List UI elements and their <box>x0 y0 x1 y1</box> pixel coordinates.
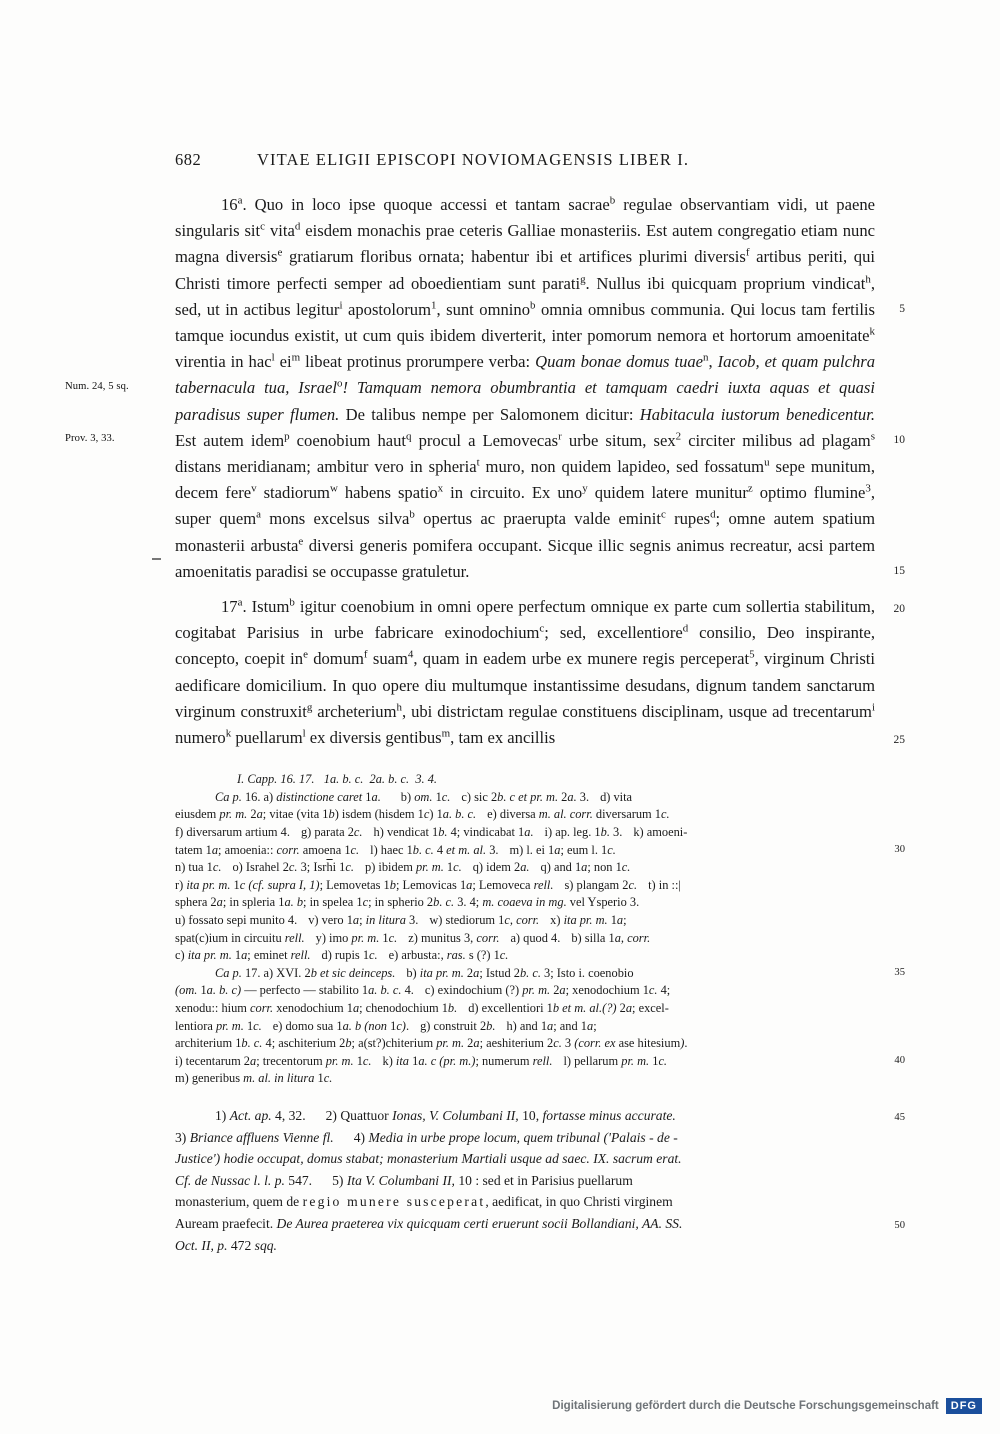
text-line: f) diversarum artium 4. g) parata 2c. h) vendicat 1b. 4; vindicabat 1a. i) ap. leg. 1b. 3. k) amoeni- <box>175 825 688 840</box>
critical-apparatus <box>175 771 905 1088</box>
text-line: lentiora pr. m. 1c. e) domo sua 1a. b (non 1c). g) construit 2b. h) and 1a; and 1a; <box>175 1018 597 1033</box>
text-line: Justice') hodie occupat, domus stabat; monasterium Martiali usque ad saec. IX. sacrum erat. <box>175 1151 682 1167</box>
footnote-lines <box>175 1105 875 1256</box>
scan-footer-banner <box>0 1398 1000 1416</box>
chapter-16-text: 16$^a$. Quo in loco ipse quoque accessi et tantam sacrae$^b$ regulae observantiam vidi, ut paene singularis sit$^c$ vita$^d$ eisdem monachis prae ceteris Galliae monasteriis. Est autem congregatio etiam nunc magna diversis$^e$ gratiarum floribus ornata; habentur ibi et artifices plurimi diversis$^f$ artibus periti, qui Christi timore perfecti semper ad oboedientiam sunt parati$^g$. Nullus ibi quicquam proprium vindicat$^h$, sed, ut in actibus legitur$^i$ apostolorum$^1$, sunt omnino$^b$ omnia omnibus communia. Qui locus tam fertilis tamque iocundus existit, ut cum quis ibidem diverterit, inter pomorum nemora et hortorum amoenitate$^k$ virentia in hac$^l$ $ei^m$ libeat protinus prorumpere verba: Quam bonae domus tuae$^n$, Iacob, et quam pulchra tabernacula tua, Israel$^o$! Tamquam nemora obumbrantia et tamquam caedri iuxta aquas et quasi paradisus super flumen. De talibus nempe per Salomonem dicitur: Habitacula iustorum benedicentur. Est autem idem$^p$ coenobium haut$^q$ procul a Lemovecas$^r$ urbe situm, sex$^2$ circiter milibus ad plagam$^s$ distans meridianam; ambitur vero in spheria$^t$ muro, non quidem lapideo, sed fossatum$^u$ sepe munitum, decem fere$^v$ stadiorum$^w$ habens spatio$^x$ in circuito. Ex uno$^y$ quidem latere munitur$^z$ optimo flumine$^3$, super quem$^a$ mons excelsus silva$^b$ opertus ac praerupta valde eminit$^c$ rupes$^d$; omne autem spatium monasterii arbusta$^e$ diversi generis pomifera occupant. Sicque illic segnis animus recreatur, acsi partem amoenitatis paradisi se occupasse gratuletur. <box>175 194 876 581</box>
line-number-30: 30 <box>894 844 905 856</box>
text-line: 1) Act. ap. 4, 32. 2) Quattuor Ionas, V. Columbani II, 10, fortasse minus accurate. <box>215 1107 676 1123</box>
text-line: (om. 1a. b. c) — perfecto — stabilito 1a. b. c. 4. c) exindochium (?) pr. m. 2a; xenodochium 1c. 4; <box>175 983 671 998</box>
line-number-45: 45 <box>894 1111 905 1123</box>
text-line: sphera 2a; in spleria 1a. b; in spelea 1c; in spherio 2b. c. 3. 4; m. coaeva in mg. vel Ysperio 3. <box>175 895 640 910</box>
text-line: tatem 1a; amoenia:: corr. amoena 1c. l) haec 1b. c. 4 et m. al. 3. m) l. ei 1a; eum l. 1c. <box>175 842 616 857</box>
text-line: u) fossato sepi munito 4. v) vero 1a; in litura 3. w) stediorum 1c, corr. x) ita pr. m. 1a; <box>175 913 627 928</box>
text-line: m) generibus m. al. in litura 1c. <box>175 1071 333 1086</box>
text-line: monasterium, quem de regio munere susceperat, aedificat, in quo Christi virginem <box>175 1194 673 1210</box>
text-line: Ca p. 17. a) XVI. 2b et sic deinceps. b) ita pr. m. 2a; Istud 2b. c. 3; Isto i. coenobio <box>215 965 634 980</box>
text-line: r) ita pr. m. 1c (cf. supra I, 1); Lemovetas 1b; Lemovicas 1a; Lemoveca rell. s) plangam 2c. t) in ::| <box>175 877 681 892</box>
dfg-logo: DFG <box>946 1398 982 1414</box>
text-line: eiusdem pr. m. 2a; vitae (vita 1b) isdem (hisdem 1c) 1a. b. c. e) diversa m. al. corr. diversarum 1c. <box>175 807 670 822</box>
text-line: Auream praefecit. De Aurea praeterea vix quicquam certi eruerunt socii Bollandiani, AA. SS. <box>175 1215 683 1231</box>
running-head <box>175 150 875 170</box>
text-line: Ca p. 16. a) distinctione caret 1a. b) om. 1c. c) sic 2b. c et pr. m. 2a. 3. d) vita <box>215 789 633 804</box>
line-number-10: 10 <box>893 434 905 446</box>
text-line: xenodu:: hium corr. xenodochium 1a; chenodochium 1b. d) excellentiori 1b et m. al.(?) 2a; excel- <box>175 1000 669 1015</box>
page-number: 682 <box>175 150 202 169</box>
margin-ref-num: Num. 24, 5 sq. <box>65 381 129 392</box>
text-line: c) ita pr. m. 1a; eminet rell. d) rupis 1c. e) arbusta:, ras. s (?) 1c. <box>175 948 509 963</box>
text-line: n) tua 1c. o) Israhel 2c. 3; $Isr\overline{h}i$ 1c. p) ibidem pr. m. 1c. q) idem 2a. q) and 1a; non 1c. <box>175 860 631 875</box>
line-number-20: 20 <box>893 603 905 616</box>
chapter-17-text: 17$^a$. Istum$^b$ igitur coenobium in omni opere perfectum omnique ex parte cum sollertia stabilitum, cogitabat Parisius in urbe fabricare exinodochium$^c$; sed, excellentiore$^d$ consilio, Deo inspirante, concepto, coepit $in^e$ domum$^f$ suam$^4$, quam in eadem urbe ex munere regis perceperat$^5$, virginum Christi aedificare domicilium. In quo opere diu multumque instantissime desudans, dignum tandem sanctarum virginum construxit$^g$ archeterium$^h$, ubi districtam regulae constituens disciplinam, usque ad trecentarum$^i$ numero$^k$ puellarum$^l$ ex diversis gentibus$^m$, tam ex ancillis <box>175 596 875 748</box>
footnotes <box>175 1105 905 1256</box>
chapter-17-paragraph <box>175 594 905 751</box>
chapter-16-paragraph <box>65 192 905 585</box>
line-number-15: 15 <box>893 565 905 577</box>
text-line: spat(c)ium in circuitu rell. y) imo pr. m. 1c. z) munitus 3, corr. a) quod 4. b) silla 1a, corr. <box>175 930 651 945</box>
text-line: Oct. II, p. 472 sqq. <box>175 1237 277 1253</box>
text-line: i) tecentarum 2a; trecentorum pr. m. 1c. k) ita 1a. c (pr. m.); numerum rell. l) pellarum pr. m. 1c. <box>175 1053 668 1068</box>
text-line: Cf. de Nussac l. l. p. 547. 5) Ita V. Columbani II, 10 : sed et in Parisius puellarum <box>175 1172 633 1188</box>
main-text <box>65 192 905 751</box>
margin-ref-prov: Prov. 3, 33. <box>65 433 115 444</box>
running-title: VITAE ELIGII EPISCOPI NOVIOMAGENSIS LIBER I. <box>257 150 690 169</box>
text-line: 3) Briance affluens Vienne fl. 4) Media in urbe prope locum, quem tribunal ('Palais - de - <box>175 1129 678 1145</box>
apparatus-lines <box>175 789 875 1088</box>
line-number-40: 40 <box>894 1055 905 1067</box>
line-number-5: 5 <box>899 303 905 315</box>
line-number-50: 50 <box>894 1219 905 1231</box>
line-number-25: 25 <box>893 734 905 747</box>
funding-notice: Digitalisierung gefördert durch die Deutsche Forschungsgemeinschaft <box>552 1400 939 1412</box>
page-tick-mark <box>152 558 161 560</box>
page-content <box>65 150 905 1256</box>
text-line: architerium 1b. c. 4; aschiterium 2b; a(st?)chiterium pr. m. 2a; aeshiterium 2c. 3 (corr. ex ase hitesium). <box>175 1036 688 1051</box>
line-number-35: 35 <box>894 967 905 979</box>
apparatus-heading: I. Capp. 16. 17. 1a. b. c. 2a. b. c. 3. 4. <box>237 772 438 787</box>
